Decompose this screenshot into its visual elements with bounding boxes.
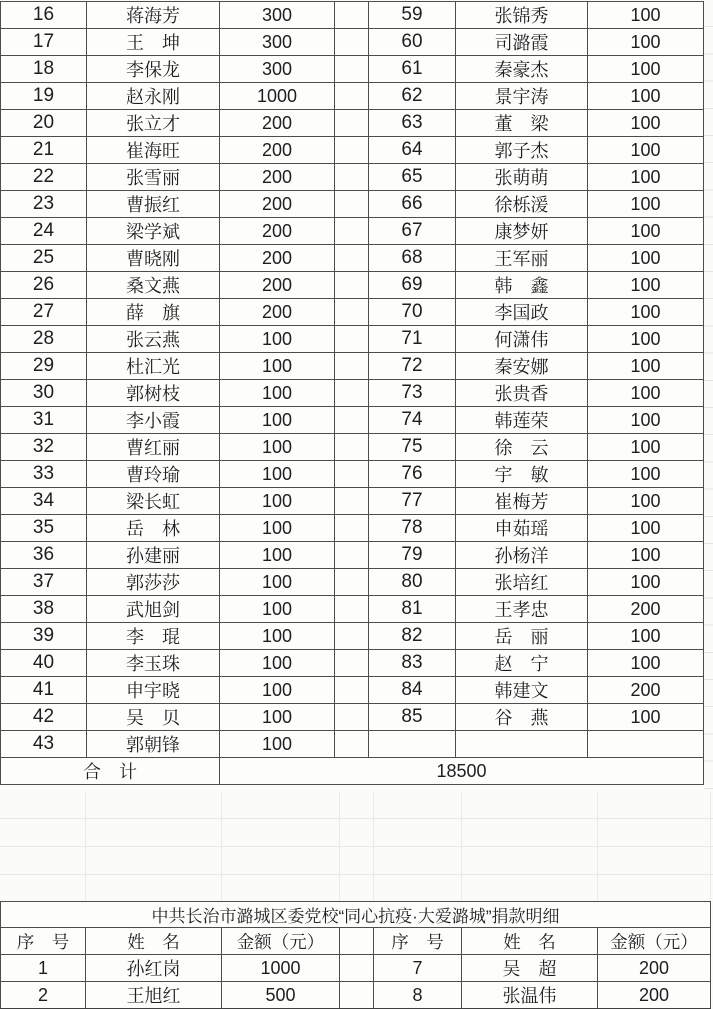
- cell-amount: 200: [598, 955, 711, 982]
- cell-name: 张贵香: [456, 380, 588, 407]
- cell-serial: 62: [369, 83, 456, 110]
- cell-serial: 38: [1, 596, 87, 623]
- cell-name: 张温伟: [462, 982, 598, 1009]
- cell-gap: [335, 56, 369, 83]
- table-row: [1, 29, 704, 56]
- cell-amount: 500: [222, 982, 340, 1009]
- cell-serial: 41: [1, 677, 87, 704]
- cell-amount: 200: [220, 137, 335, 164]
- cell-serial: 60: [369, 29, 456, 56]
- header-gap-cell: [340, 928, 374, 955]
- cell-name: 张培红: [456, 569, 588, 596]
- cell-amount: 1000: [220, 83, 335, 110]
- cell-gap: [335, 218, 369, 245]
- cell-amount: 100: [588, 461, 704, 488]
- cell-name: 曹红丽: [87, 434, 220, 461]
- cell-name: 曹玲瑜: [87, 461, 220, 488]
- faint-gridline-vertical: [85, 792, 86, 901]
- table-title-row: [1, 902, 711, 928]
- cell-amount: 100: [588, 353, 704, 380]
- cell-name: 张云燕: [87, 326, 220, 353]
- total-label: 合 计: [1, 758, 220, 785]
- cell-amount: 100: [220, 515, 335, 542]
- table-row: [1, 955, 711, 982]
- cell-serial: 72: [369, 353, 456, 380]
- cell-serial: 74: [369, 407, 456, 434]
- cell-amount: 200: [598, 982, 711, 1009]
- cell-name: 曹振红: [87, 191, 220, 218]
- cell-amount: 100: [588, 407, 704, 434]
- cell-gap: [335, 569, 369, 596]
- cell-amount: 200: [588, 677, 704, 704]
- cell-amount: 200: [220, 299, 335, 326]
- cell-serial: 29: [1, 353, 87, 380]
- cell-name: 孙杨洋: [456, 542, 588, 569]
- cell-name: 李 琨: [87, 623, 220, 650]
- cell-serial: 19: [1, 83, 87, 110]
- cell-name: 李国政: [456, 299, 588, 326]
- cell-gap: [335, 299, 369, 326]
- cell-amount: 200: [220, 191, 335, 218]
- cell-amount: 100: [220, 623, 335, 650]
- cell-amount: 300: [220, 56, 335, 83]
- cell-serial: 80: [369, 569, 456, 596]
- cell-serial: 31: [1, 407, 87, 434]
- table-row: [1, 272, 704, 299]
- donation-table-party-school: [0, 901, 711, 1009]
- cell-serial: 69: [369, 272, 456, 299]
- faint-gridline-vertical: [339, 792, 340, 901]
- cell-name: 韩 鑫: [456, 272, 588, 299]
- cell-name: 王 坤: [87, 29, 220, 56]
- cell-amount: 100: [220, 731, 335, 758]
- cell-amount: 100: [220, 596, 335, 623]
- header-amount: 金额（元）: [222, 928, 340, 955]
- cell-serial: 78: [369, 515, 456, 542]
- cell-serial: 24: [1, 218, 87, 245]
- cell-amount: 100: [220, 704, 335, 731]
- cell-serial: 28: [1, 326, 87, 353]
- cell-gap: [335, 353, 369, 380]
- cell-amount: 200: [220, 218, 335, 245]
- cell-serial: 75: [369, 434, 456, 461]
- cell-amount: 200: [220, 245, 335, 272]
- cell-serial: 22: [1, 164, 87, 191]
- cell-amount: 100: [588, 704, 704, 731]
- cell-name: 李小霞: [87, 407, 220, 434]
- table-row: [1, 704, 704, 731]
- faint-gridlines-right: [704, 0, 713, 791]
- cell-name: 蒋海芳: [87, 2, 220, 29]
- cell-serial: 33: [1, 461, 87, 488]
- cell-name: 杜汇光: [87, 353, 220, 380]
- table-row: [1, 56, 704, 83]
- cell-serial: 21: [1, 137, 87, 164]
- cell-amount: 100: [588, 434, 704, 461]
- cell-name: 张立才: [87, 110, 220, 137]
- cell-name: 郭树枝: [87, 380, 220, 407]
- table-row: [1, 110, 704, 137]
- cell-name: 梁长虹: [87, 488, 220, 515]
- cell-serial: 2: [1, 982, 86, 1009]
- cell-serial: 79: [369, 542, 456, 569]
- cell-amount: 100: [220, 461, 335, 488]
- cell-amount: 100: [220, 542, 335, 569]
- cell-name: 申宇晓: [87, 677, 220, 704]
- cell-name: 秦安娜: [456, 353, 588, 380]
- header-serial: 序 号: [374, 928, 462, 955]
- cell-amount: 200: [220, 272, 335, 299]
- cell-gap: [335, 704, 369, 731]
- cell-amount: 100: [588, 56, 704, 83]
- cell-name: 吴 超: [462, 955, 598, 982]
- table-row: [1, 515, 704, 542]
- cell-serial: 7: [374, 955, 462, 982]
- cell-amount: 100: [588, 299, 704, 326]
- table-row: [1, 982, 711, 1009]
- cell-name: 郭莎莎: [87, 569, 220, 596]
- cell-amount: 100: [588, 380, 704, 407]
- cell-gap: [335, 245, 369, 272]
- cell-serial: 23: [1, 191, 87, 218]
- faint-gridline-vertical: [597, 792, 598, 901]
- cell-amount: 100: [220, 407, 335, 434]
- cell-name: 韩建文: [456, 677, 588, 704]
- cell-name: 武旭剑: [87, 596, 220, 623]
- cell-gap: [335, 434, 369, 461]
- cell-gap: [335, 623, 369, 650]
- cell-serial: 17: [1, 29, 87, 56]
- cell-amount: 100: [588, 164, 704, 191]
- cell-name: 秦豪杰: [456, 56, 588, 83]
- cell-name: 司潞霞: [456, 29, 588, 56]
- total-amount: 18500: [220, 758, 704, 785]
- cell-gap: [335, 29, 369, 56]
- cell-name: 孙红岗: [86, 955, 222, 982]
- table-row: [1, 596, 704, 623]
- cell-serial: 77: [369, 488, 456, 515]
- cell-gap: [335, 596, 369, 623]
- cell-serial: 84: [369, 677, 456, 704]
- cell-gap: [335, 380, 369, 407]
- cell-name: 桑文燕: [87, 272, 220, 299]
- cell-name: 赵永刚: [87, 83, 220, 110]
- cell-serial: 82: [369, 623, 456, 650]
- faint-gridline-vertical: [710, 792, 711, 901]
- cell-name: 岳 林: [87, 515, 220, 542]
- cell-serial: 76: [369, 461, 456, 488]
- cell-gap: [335, 83, 369, 110]
- cell-name: 韩莲荣: [456, 407, 588, 434]
- cell-amount: 100: [588, 623, 704, 650]
- cell-amount: 100: [220, 569, 335, 596]
- cell-serial: 34: [1, 488, 87, 515]
- table-row: [1, 569, 704, 596]
- cell-serial: 64: [369, 137, 456, 164]
- cell-amount: 100: [588, 2, 704, 29]
- cell-serial: 65: [369, 164, 456, 191]
- cell-gap: [335, 272, 369, 299]
- cell-serial: 66: [369, 191, 456, 218]
- table-row: [1, 2, 704, 29]
- cell-name: 赵 宁: [456, 650, 588, 677]
- cell-amount: 100: [588, 542, 704, 569]
- cell-name: [456, 731, 588, 758]
- cell-amount: 100: [588, 218, 704, 245]
- cell-serial: 71: [369, 326, 456, 353]
- cell-serial: 35: [1, 515, 87, 542]
- cell-serial: 32: [1, 434, 87, 461]
- cell-amount: 100: [588, 569, 704, 596]
- cell-serial: 27: [1, 299, 87, 326]
- cell-serial: 30: [1, 380, 87, 407]
- cell-name: 景宇涛: [456, 83, 588, 110]
- header-serial: 序 号: [1, 928, 86, 955]
- cell-name: 郭朝锋: [87, 731, 220, 758]
- cell-name: 曹晓刚: [87, 245, 220, 272]
- cell-name: 郭子杰: [456, 137, 588, 164]
- cell-serial: 67: [369, 218, 456, 245]
- cell-amount: 100: [588, 137, 704, 164]
- cell-name: 康梦妍: [456, 218, 588, 245]
- cell-amount: 100: [588, 650, 704, 677]
- table-row: [1, 326, 704, 353]
- cell-serial: 25: [1, 245, 87, 272]
- cell-serial: 18: [1, 56, 87, 83]
- cell-name: 李玉珠: [87, 650, 220, 677]
- cell-amount: 100: [588, 245, 704, 272]
- cell-gap: [335, 137, 369, 164]
- cell-name: 孙建丽: [87, 542, 220, 569]
- cell-amount: [588, 731, 704, 758]
- table-row: [1, 623, 704, 650]
- cell-name: 梁学斌: [87, 218, 220, 245]
- cell-serial: 83: [369, 650, 456, 677]
- cell-serial: 63: [369, 110, 456, 137]
- cell-name: 徐栎湲: [456, 191, 588, 218]
- faint-gridline-vertical: [221, 792, 222, 901]
- cell-amount: 200: [220, 164, 335, 191]
- table-row: [1, 191, 704, 218]
- cell-gap: [335, 407, 369, 434]
- cell-amount: 100: [588, 110, 704, 137]
- cell-name: 张萌萌: [456, 164, 588, 191]
- cell-amount: 100: [220, 488, 335, 515]
- cell-amount: 100: [588, 272, 704, 299]
- cell-serial: 8: [374, 982, 462, 1009]
- cell-gap: [335, 326, 369, 353]
- cell-amount: 100: [220, 353, 335, 380]
- cell-name: 张雪丽: [87, 164, 220, 191]
- cell-serial: 43: [1, 731, 87, 758]
- cell-gap: [335, 731, 369, 758]
- table-row: [1, 434, 704, 461]
- cell-name: 王孝忠: [456, 596, 588, 623]
- cell-name: 崔梅芳: [456, 488, 588, 515]
- cell-serial: 36: [1, 542, 87, 569]
- cell-serial: 68: [369, 245, 456, 272]
- cell-serial: 1: [1, 955, 86, 982]
- cell-name: 吴 贝: [87, 704, 220, 731]
- cell-gap: [335, 488, 369, 515]
- header-amount: 金额（元）: [598, 928, 711, 955]
- table-row: [1, 731, 704, 758]
- header-name: 姓 名: [86, 928, 222, 955]
- table-row: [1, 218, 704, 245]
- cell-amount: 200: [220, 110, 335, 137]
- cell-serial: 37: [1, 569, 87, 596]
- cell-serial: 20: [1, 110, 87, 137]
- cell-serial: 42: [1, 704, 87, 731]
- table-row: [1, 380, 704, 407]
- header-name: 姓 名: [462, 928, 598, 955]
- cell-name: 岳 丽: [456, 623, 588, 650]
- table-row: [1, 83, 704, 110]
- cell-amount: 1000: [222, 955, 340, 982]
- table-row: [1, 677, 704, 704]
- cell-name: 薛 旗: [87, 299, 220, 326]
- cell-gap: [335, 191, 369, 218]
- cell-amount: 100: [588, 29, 704, 56]
- table-row: [1, 542, 704, 569]
- cell-serial: 40: [1, 650, 87, 677]
- cell-serial: 26: [1, 272, 87, 299]
- cell-name: 谷 燕: [456, 704, 588, 731]
- table-row: [1, 164, 704, 191]
- faint-gridline-vertical: [373, 792, 374, 901]
- cell-serial: 39: [1, 623, 87, 650]
- cell-name: 崔海旺: [87, 137, 220, 164]
- cell-name: 王军丽: [456, 245, 588, 272]
- cell-amount: 100: [220, 434, 335, 461]
- cell-name: 宇 敏: [456, 461, 588, 488]
- table-row: [1, 407, 704, 434]
- table-row: [1, 245, 704, 272]
- cell-amount: 100: [220, 677, 335, 704]
- table-row: [1, 650, 704, 677]
- table-row: [1, 299, 704, 326]
- cell-name: 张锦秀: [456, 2, 588, 29]
- faint-gridline-vertical: [461, 792, 462, 901]
- table-row: [1, 353, 704, 380]
- cell-gap: [335, 461, 369, 488]
- cell-amount: 300: [220, 29, 335, 56]
- cell-serial: 81: [369, 596, 456, 623]
- cell-amount: 100: [220, 326, 335, 353]
- cell-amount: 100: [588, 326, 704, 353]
- cell-name: 申茹瑶: [456, 515, 588, 542]
- cell-gap: [340, 982, 374, 1009]
- cell-name: 李保龙: [87, 56, 220, 83]
- cell-gap: [335, 650, 369, 677]
- cell-amount: 300: [220, 2, 335, 29]
- cell-gap: [335, 542, 369, 569]
- cell-serial: 61: [369, 56, 456, 83]
- cell-gap: [335, 2, 369, 29]
- donation-table-main: [0, 1, 704, 785]
- cell-serial: 59: [369, 2, 456, 29]
- cell-name: 董 梁: [456, 110, 588, 137]
- cell-name: 何潇伟: [456, 326, 588, 353]
- cell-amount: 100: [220, 650, 335, 677]
- cell-amount: 100: [220, 380, 335, 407]
- cell-serial: 73: [369, 380, 456, 407]
- table-title: 中共长治市潞城区委党校“同心抗疫·大爱潞城”捐款明细: [1, 902, 711, 928]
- table-row: [1, 461, 704, 488]
- cell-name: 王旭红: [86, 982, 222, 1009]
- cell-amount: 100: [588, 191, 704, 218]
- cell-gap: [335, 677, 369, 704]
- cell-name: 徐 云: [456, 434, 588, 461]
- cell-serial: [369, 731, 456, 758]
- cell-serial: 16: [1, 2, 87, 29]
- table-header-row: [1, 928, 711, 955]
- faint-gridlines-gap: [0, 791, 713, 901]
- cell-gap: [335, 110, 369, 137]
- cell-gap: [335, 515, 369, 542]
- cell-amount: 100: [588, 488, 704, 515]
- cell-serial: 85: [369, 704, 456, 731]
- cell-gap: [340, 955, 374, 982]
- cell-amount: 200: [588, 596, 704, 623]
- cell-amount: 100: [588, 515, 704, 542]
- table-row: [1, 137, 704, 164]
- cell-serial: 70: [369, 299, 456, 326]
- cell-amount: 100: [588, 83, 704, 110]
- cell-gap: [335, 164, 369, 191]
- table-row: [1, 488, 704, 515]
- total-row: [1, 758, 704, 785]
